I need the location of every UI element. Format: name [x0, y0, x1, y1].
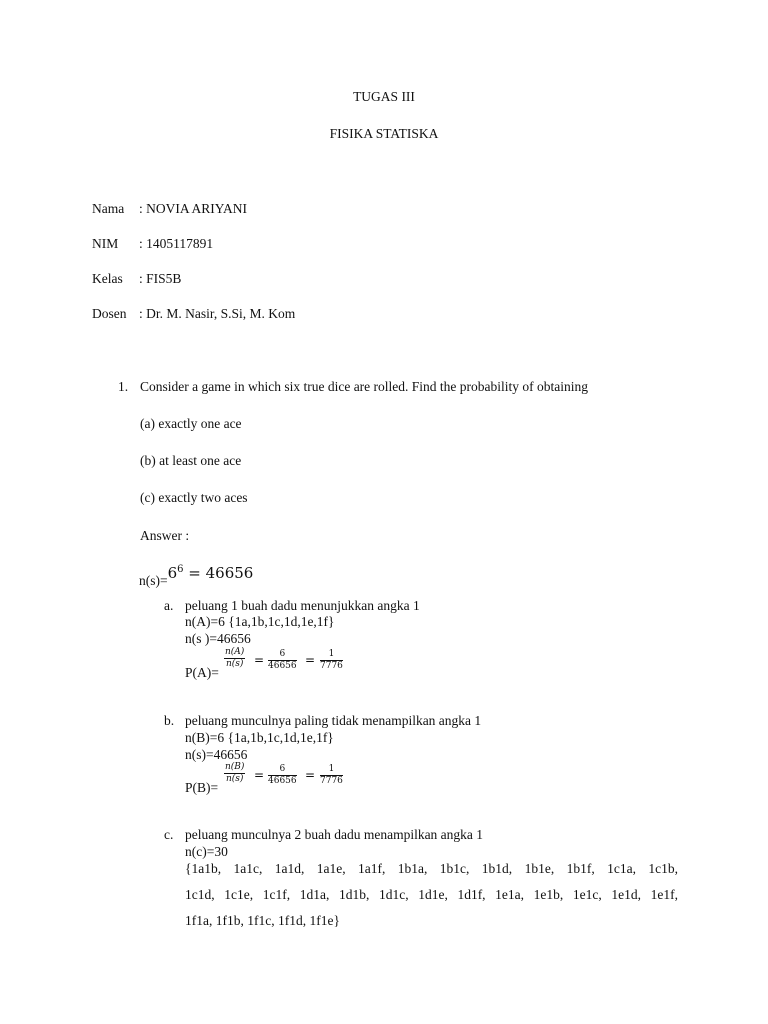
fraction-numerator: 1: [320, 765, 343, 776]
fraction-numerator: 6: [268, 650, 297, 661]
question-option-b: (b) at least one ace: [140, 453, 242, 468]
fraction-denominator: 46656: [268, 776, 297, 786]
part-a-na: n(A)=6 {1a,1b,1c,1d,1e,1f}: [185, 614, 335, 629]
document-subtitle: FISIKA STATISKA: [329, 126, 439, 141]
part-b-nb: n(B)=6 {1a,1b,1c,1d,1e,1f}: [185, 730, 334, 745]
info-value: : Dr. M. Nasir, S.Si, M. Kom: [139, 306, 296, 321]
part-a-prob-label: P(A)=: [185, 665, 219, 680]
sample-space-prefix: n(s)=: [139, 573, 168, 588]
info-label: NIM: [92, 236, 119, 251]
fraction-denominator: n(s): [225, 659, 244, 669]
part-b-fraction-1: [224, 763, 245, 784]
document-title: TUGAS III: [353, 89, 415, 104]
part-a-title: peluang 1 buah dadu menunjukkan angka 1: [185, 598, 420, 613]
part-c-set-line: 1c1d, 1c1e, 1c1f, 1d1a, 1d1b, 1d1c, 1d1e, 1d1f, 1e1a, 1e1b, 1e1c, 1e1d, 1e1f,: [185, 887, 678, 902]
info-label: Dosen: [92, 306, 127, 321]
part-a-fraction-1: [224, 648, 245, 669]
equals-sign: =: [254, 653, 265, 667]
sample-space-exponent: 6: [177, 564, 184, 575]
info-label: Nama: [92, 201, 125, 216]
part-c-set-line: {1a1b, 1a1c, 1a1d, 1a1e, 1a1f, 1b1a, 1b1c, 1b1d, 1b1e, 1b1f, 1c1a, 1c1b,: [185, 861, 678, 876]
part-b-fraction-2: [268, 765, 297, 786]
question-text: Consider a game in which six true dice are rolled. Find the probability of obtaining: [140, 379, 589, 394]
equals-sign: =: [305, 768, 316, 782]
fraction-numerator: 6: [268, 765, 297, 776]
info-value: : FIS5B: [139, 271, 182, 286]
part-c-letter: c.: [164, 827, 174, 842]
answer-label: Answer :: [140, 528, 190, 543]
fraction-denominator: 7776: [320, 661, 343, 671]
fraction-numerator: n(A): [225, 647, 245, 657]
sample-space-equation: [139, 564, 254, 588]
part-c-set-line: 1f1a, 1f1b, 1f1c, 1f1d, 1f1e}: [185, 913, 340, 928]
sample-space-base: 6: [167, 564, 178, 582]
question-option-c: (c) exactly two aces: [140, 490, 248, 505]
fraction-denominator: 46656: [268, 661, 297, 671]
part-b-fraction-3: [320, 765, 343, 786]
part-a-ns: n(s )=46656: [185, 631, 251, 646]
part-b-ns: n(s)=46656: [185, 747, 248, 762]
part-b-title: peluang munculnya paling tidak menampilkan angka 1: [185, 713, 482, 728]
equals-sign: =: [254, 768, 265, 782]
part-a-fraction-2: [268, 650, 297, 671]
part-b-letter: b.: [164, 713, 175, 728]
info-label: Kelas: [92, 271, 123, 286]
question-option-a: (a) exactly one ace: [140, 416, 242, 431]
info-value: : 1405117891: [139, 236, 214, 251]
fraction-numerator: n(B): [225, 762, 245, 772]
part-c-title: peluang munculnya 2 buah dadu menampilkan angka 1: [185, 827, 484, 842]
part-b-prob-label: P(B)=: [185, 780, 219, 795]
equals-sign: =: [305, 653, 316, 667]
fraction-numerator: 1: [320, 650, 343, 661]
part-a-fraction-3: [320, 650, 343, 671]
fraction-denominator: 7776: [320, 776, 343, 786]
part-a-letter: a.: [164, 598, 174, 613]
info-value: : NOVIA ARIYANI: [139, 201, 247, 216]
part-c-nc: n(c)=30: [185, 844, 228, 859]
fraction-denominator: n(s): [226, 774, 244, 784]
sample-space-value: = 46656: [183, 564, 254, 582]
question-number: 1.: [118, 379, 129, 394]
